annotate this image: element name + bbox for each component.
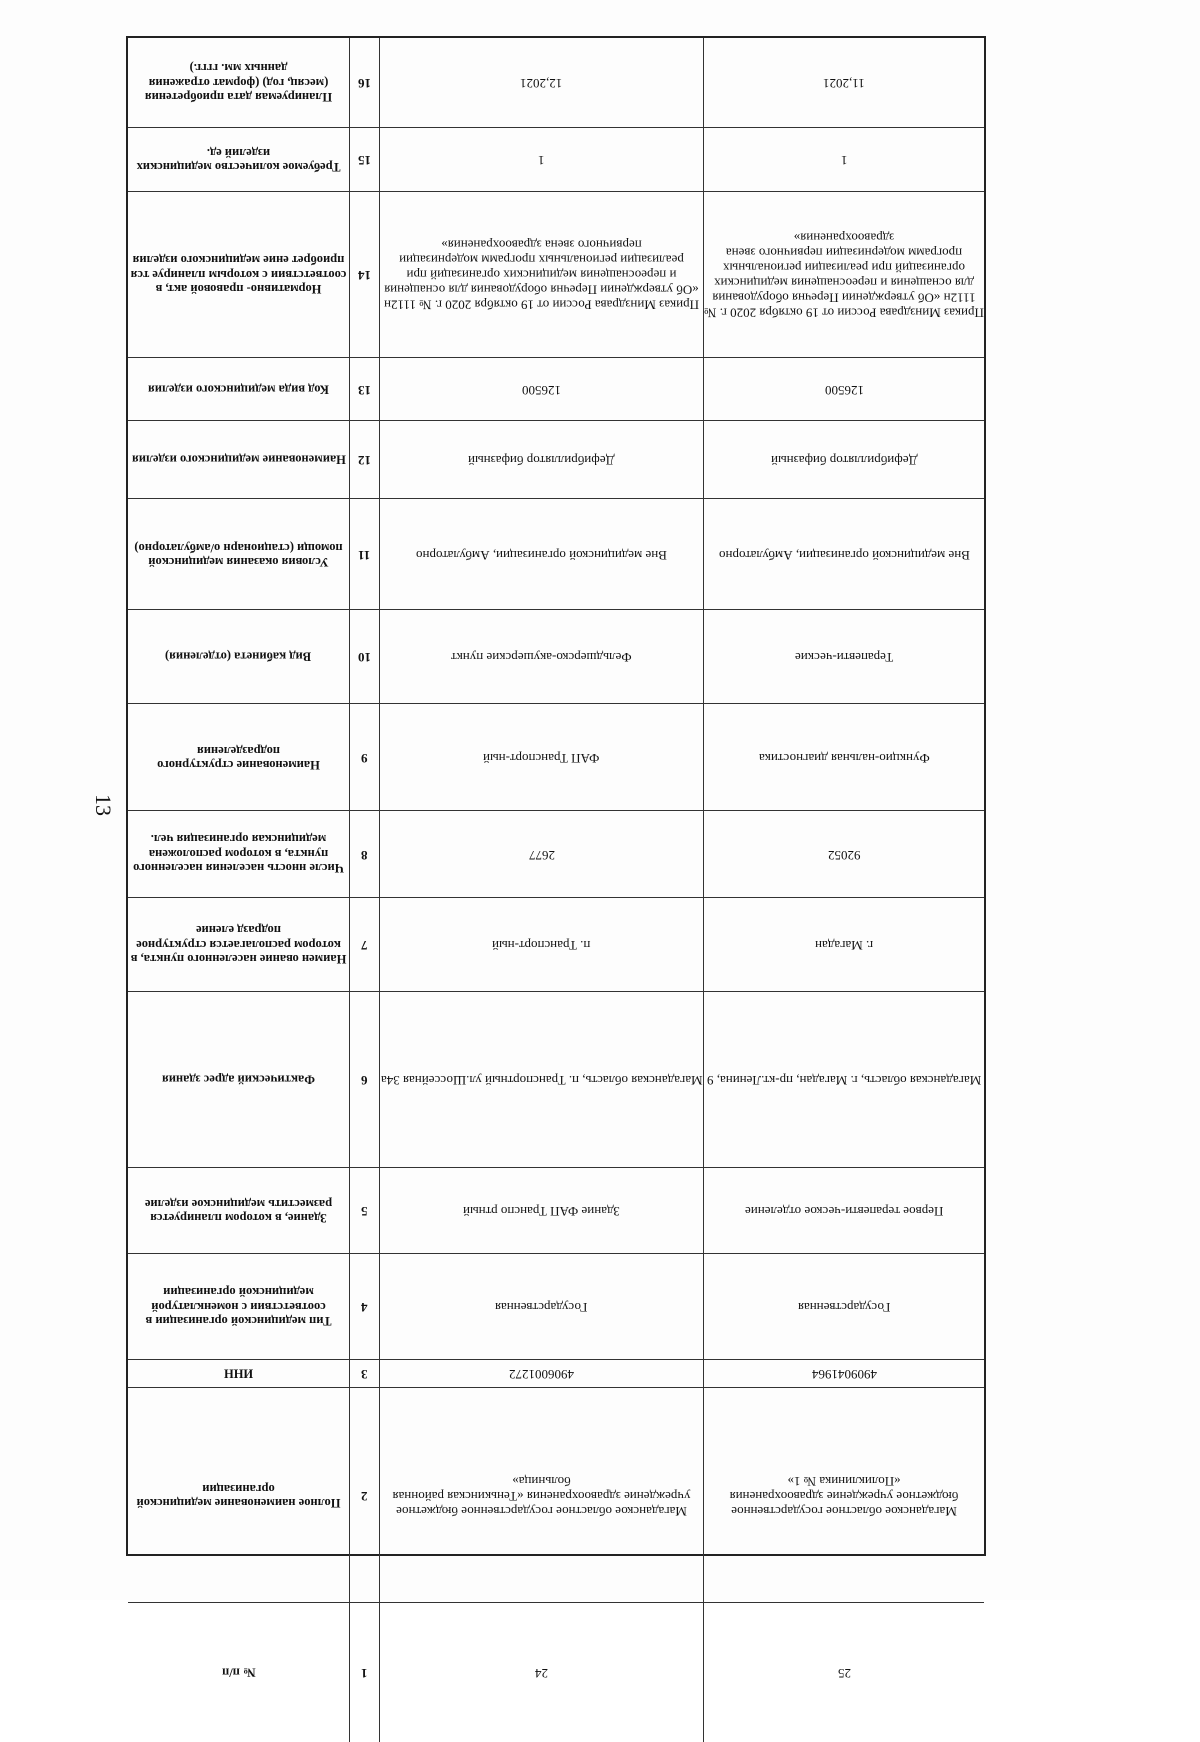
row-25-cell-6	[704, 992, 984, 1168]
row-25-cell-8-text: 92052	[827, 847, 861, 863]
column-number-11-text: 11	[358, 547, 371, 563]
column-header-14	[128, 192, 350, 358]
row-24-cell-9-text: ФАП Транспорт-ный	[483, 750, 600, 766]
column-number-13-text: 13	[358, 382, 371, 398]
column-header-9	[128, 704, 350, 811]
column-number-16	[350, 38, 380, 128]
column-header-13-text: Код вида медицинского изделия	[148, 382, 329, 397]
row-25-cell-13-text: 126500	[824, 382, 864, 398]
column-header-2	[128, 1388, 350, 1603]
row-25-cell-16-text: 11,2021	[823, 75, 865, 91]
row-24-cell-10-text: Фельдшерско-акушерские пункт	[451, 649, 632, 665]
column-number-1-text: 1	[361, 1665, 368, 1681]
row-24-cell-5-text: Здание ФАП Транспо ртный	[463, 1203, 620, 1219]
row-24-cell-15-text: 1	[538, 152, 545, 168]
row-24-cell-8-text: 2677	[528, 847, 555, 863]
column-number-5-text: 5	[361, 1203, 368, 1219]
row-25-cell-13	[704, 358, 984, 421]
column-header-10-text: Вид кабинета (отделения)	[165, 649, 312, 664]
column-number-8-text: 8	[361, 847, 368, 863]
column-number-16-text: 16	[358, 75, 371, 91]
column-header-12	[128, 421, 350, 499]
row-24-cell-4	[380, 1254, 704, 1360]
row-24-cell-13-text: 126500	[522, 382, 561, 398]
column-number-6	[350, 992, 380, 1168]
column-header-10	[128, 610, 350, 704]
column-number-12-text: 12	[358, 452, 371, 468]
row-24-cell-12-text: Дефибриллятор бифазный	[468, 452, 615, 468]
column-number-8	[350, 811, 380, 898]
column-number-7	[350, 898, 380, 992]
column-header-4-text: Тип медицинской организации в соответствии с номенклатурой медицинской организации	[145, 1285, 332, 1329]
column-number-7-text: 7	[361, 937, 368, 953]
column-header-3	[128, 1360, 350, 1388]
row-24-cell-6	[380, 992, 704, 1168]
column-number-3	[350, 1360, 380, 1388]
column-header-6	[128, 992, 350, 1168]
column-number-1	[350, 1603, 380, 1742]
row-24-cell-4-text: Государственная	[495, 1299, 588, 1315]
column-number-13	[350, 358, 380, 421]
row-25-cell-14-text: Приказ Минздрава России от 19 октября 2020 г. № 1112н «Об утверждении Перечня оборудования для оснащения и переоснащения медицинских организаций при реализации региональных программ модернизации первичного звена здравоохранения»	[704, 230, 984, 321]
row-24-cell-1	[380, 1603, 704, 1742]
row-24-cell-16-text: 12,2021	[520, 75, 563, 91]
column-header-5	[128, 1168, 350, 1254]
row-24-cell-5	[380, 1168, 704, 1254]
row-24-cell-15	[380, 128, 704, 192]
column-number-14-text: 14	[358, 267, 371, 283]
row-24-cell-11	[380, 499, 704, 610]
column-number-2-text: 2	[361, 1488, 368, 1504]
row-25-cell-15-text: 1	[840, 152, 848, 168]
column-header-6-text: Фактический адрес здания	[162, 1072, 315, 1087]
row-25-cell-4-text: Государственная	[797, 1299, 891, 1315]
column-number-10-text: 10	[358, 649, 371, 665]
column-header-11	[128, 499, 350, 610]
row-25-cell-12-text: Дефибриллятор бифазный	[770, 452, 918, 468]
column-header-5-text: Здание, в котором планируется разместить медицинское изделие	[144, 1196, 333, 1225]
column-header-4	[128, 1254, 350, 1360]
column-number-2	[350, 1388, 380, 1603]
row-24-cell-16	[380, 38, 704, 128]
row-24-cell-14-text: Приказ Минздрава России от 19 октября 2020 г. № 1112н «Об утверждении Перечня оборудования для оснащения и переоснащения медицинских организаций при реализации региональных программ модернизации первичного звена здравоохранения»	[383, 238, 700, 313]
row-25-cell-7	[704, 898, 984, 992]
row-24-cell-14	[380, 192, 704, 358]
column-header-15	[128, 128, 350, 192]
column-header-14-text: Нормативно- правовой акт, в соответствии с которым планируе тся приобрет ение медицинского изделия	[130, 253, 347, 297]
column-number-10	[350, 610, 380, 704]
row-25-cell-3	[704, 1360, 984, 1388]
row-24-cell-2	[380, 1388, 704, 1603]
row-25-cell-10	[704, 610, 984, 704]
column-header-9-text: Наименование структурного подразделения	[157, 743, 320, 772]
column-header-3-text: ИНН	[223, 1366, 254, 1381]
column-number-4	[350, 1254, 380, 1360]
row-24-cell-3	[380, 1360, 704, 1388]
column-number-15	[350, 128, 380, 192]
row-24-cell-2-text: Магаданское областное государственное бюджетное учреждение здравоохранения «Тенькинская районная больница»	[392, 1473, 691, 1519]
row-24-cell-12	[380, 421, 704, 499]
column-number-11	[350, 499, 380, 610]
column-header-13	[128, 358, 350, 421]
row-25-cell-4	[704, 1254, 984, 1360]
row-24-cell-10	[380, 610, 704, 704]
page-number: 13	[91, 794, 116, 816]
column-number-5	[350, 1168, 380, 1254]
column-header-8-text: Числе нность населения населенного пункта, в котором расположена медицинская организация чел.	[133, 832, 344, 876]
column-number-15-text: 15	[358, 152, 371, 168]
row-25-cell-1-text: 25	[837, 1665, 851, 1681]
table-grid	[128, 38, 984, 1681]
column-number-4-text: 4	[361, 1299, 368, 1315]
row-24-cell-9	[380, 704, 704, 811]
row-24-cell-13	[380, 358, 704, 421]
row-25-cell-7-text: г. Магадан	[814, 937, 874, 953]
column-header-11-text: Условия оказания медицинской помощи (стационарн о/амбулаторно)	[134, 540, 343, 569]
column-header-1-text: № п/п	[221, 1665, 256, 1680]
row-25-cell-5-text: Первое терапевти-ческое отделение	[744, 1203, 944, 1219]
column-header-7	[128, 898, 350, 992]
row-25-cell-8	[704, 811, 984, 898]
row-25-cell-10-text: Терапевти-ческие	[794, 649, 894, 665]
row-25-cell-11-text: Вне медицинской организации, Амбулаторно	[718, 547, 970, 563]
row-25-cell-11	[704, 499, 984, 610]
row-24-cell-3-text: 4906001272	[509, 1366, 574, 1382]
row-25-cell-3-text: 4909041964	[811, 1366, 877, 1382]
row-25-cell-2-text: Магаданское областное государственное бюджетное учреждение здравоохранения «Поликлиника № 1»	[729, 1473, 959, 1519]
equipment-table	[126, 36, 986, 1681]
row-25-cell-14	[704, 192, 984, 358]
row-25-cell-12	[704, 421, 984, 499]
row-25-cell-2	[704, 1388, 984, 1603]
column-header-8	[128, 811, 350, 898]
column-number-12	[350, 421, 380, 499]
row-25-cell-9	[704, 704, 984, 811]
row-24-cell-8	[380, 811, 704, 898]
row-25-cell-6-text: Магаданская область, г. Магадан, пр-кт.Ленина, 9	[706, 1072, 982, 1088]
row-25-cell-5	[704, 1168, 984, 1254]
row-25-cell-9-text: Функцио-нальная диагностика	[758, 750, 930, 766]
row-24-cell-11-text: Вне медицинской организации, Амбулаторно	[416, 547, 667, 563]
row-25-cell-16	[704, 38, 984, 128]
column-header-16-text: Планируемая дата приобретения (месяц, год) (формат отражения данных мм. гггг.)	[144, 61, 333, 105]
row-25-cell-15	[704, 128, 984, 192]
row-24-cell-6-text: Магаданская область, п. Транспортный ул.Шоссейная 34а	[380, 1072, 703, 1088]
column-header-12-text: Наименование медицинского изделия	[131, 452, 346, 467]
column-header-16	[128, 38, 350, 128]
row-24-cell-1-text: 24	[535, 1665, 548, 1681]
column-number-9	[350, 704, 380, 811]
row-25-cell-1	[704, 1603, 984, 1742]
column-number-6-text: 6	[361, 1072, 368, 1088]
column-header-1	[128, 1603, 350, 1742]
column-header-15-text: Требуемое количество медицинских изделий ед.	[136, 145, 341, 174]
column-number-14	[350, 192, 380, 358]
column-header-7-text: Наимен ование населенного пункта, в котором располагается структурное подразд еление	[130, 923, 347, 967]
column-header-2-text: Полное наименование медицинской организации	[136, 1481, 341, 1510]
column-number-9-text: 9	[361, 750, 368, 766]
column-number-3-text: 3	[361, 1366, 368, 1382]
row-24-cell-7-text: п. Транспорт-ный	[492, 937, 591, 953]
row-24-cell-7	[380, 898, 704, 992]
